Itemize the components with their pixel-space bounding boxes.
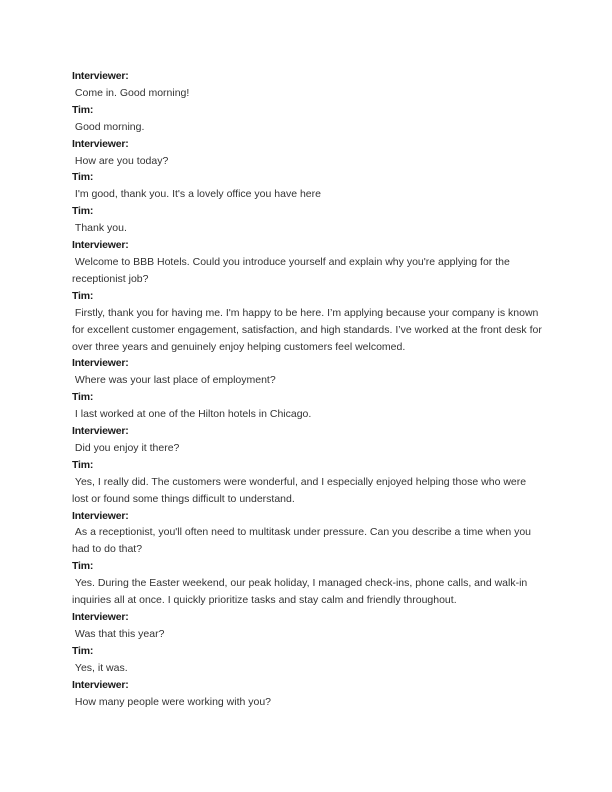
turn-11 [72, 457, 542, 508]
turn-5 [72, 203, 542, 237]
utterance-text: Come in. Good morning! [72, 86, 190, 99]
utterance-text: Yes, I really did. The customers were wonderful, and I especially enjoyed helping those who were lost or found some things difficult to understand. [72, 475, 530, 505]
turn-7 [72, 288, 545, 356]
utterance-text: Firstly, thank you for having me. I'm happy to be here. I’m applying because your company is known for excellent customer engagement, satisfaction, and high standards. I’ve worked at the front desk for over three years and genuinely enjoy helping customers feel welcomed. [72, 306, 545, 353]
utterance-text: Welcome to BBB Hotels. Could you introduce yourself and explain why you're applying for the receptionist job? [72, 255, 513, 285]
utterance-text: How are you today? [72, 154, 169, 167]
turn-10 [72, 423, 542, 457]
turn-16 [72, 677, 542, 711]
transcript-page [72, 68, 545, 710]
turn-8 [72, 355, 542, 389]
speaker-label: Interviewer: [72, 509, 129, 522]
turn-15 [72, 643, 542, 677]
turn-14 [72, 609, 542, 643]
turn-12 [72, 508, 542, 559]
utterance-text: How many people were working with you? [72, 695, 272, 708]
speaker-label: Interviewer: [72, 70, 129, 82]
turn-1 [72, 68, 542, 102]
speaker-label: Tim: [72, 560, 94, 573]
speaker-label: Tim: [72, 289, 94, 302]
speaker-label: Tim: [72, 205, 94, 218]
speaker-label: Interviewer: [72, 611, 129, 623]
utterance-text: Yes, it was. [72, 661, 128, 674]
turn-6 [72, 237, 542, 288]
utterance-text: I'm good, thank you. It's a lovely office you have here [72, 188, 321, 201]
turn-13 [72, 558, 542, 609]
speaker-label: Interviewer: [72, 425, 129, 438]
speaker-label: Interviewer: [72, 678, 129, 691]
speaker-label: Tim: [72, 458, 94, 471]
speaker-label: Tim: [72, 644, 94, 657]
turn-3 [72, 136, 542, 170]
speaker-label: Interviewer: [72, 357, 129, 370]
utterance-text: Yes. During the Easter weekend, our peak holiday, I managed check-ins, phone calls, and walk-in inquiries all at once. I quickly prioritize tasks and stay calm and friendly throughout. [72, 577, 531, 607]
turn-2 [72, 102, 542, 136]
speaker-label: Interviewer: [72, 239, 129, 252]
speaker-label: Tim: [72, 103, 94, 116]
utterance-text: Thank you. [72, 222, 127, 235]
speaker-label: Interviewer: [72, 137, 129, 150]
utterance-text: Where was your last place of employment? [72, 374, 276, 387]
speaker-label: Tim: [72, 171, 94, 184]
utterance-text: Was that this year? [72, 627, 165, 640]
speaker-label: Tim: [72, 391, 94, 404]
utterance-text: I last worked at one of the Hilton hotels in Chicago. [72, 408, 312, 421]
utterance-text: Good morning. [72, 120, 145, 133]
turn-4 [72, 169, 542, 203]
utterance-text: As a receptionist, you'll often need to multitask under pressure. Can you describe a time when you had to do that? [72, 526, 534, 556]
turn-9 [72, 389, 542, 423]
utterance-text: Did you enjoy it there? [72, 441, 180, 454]
